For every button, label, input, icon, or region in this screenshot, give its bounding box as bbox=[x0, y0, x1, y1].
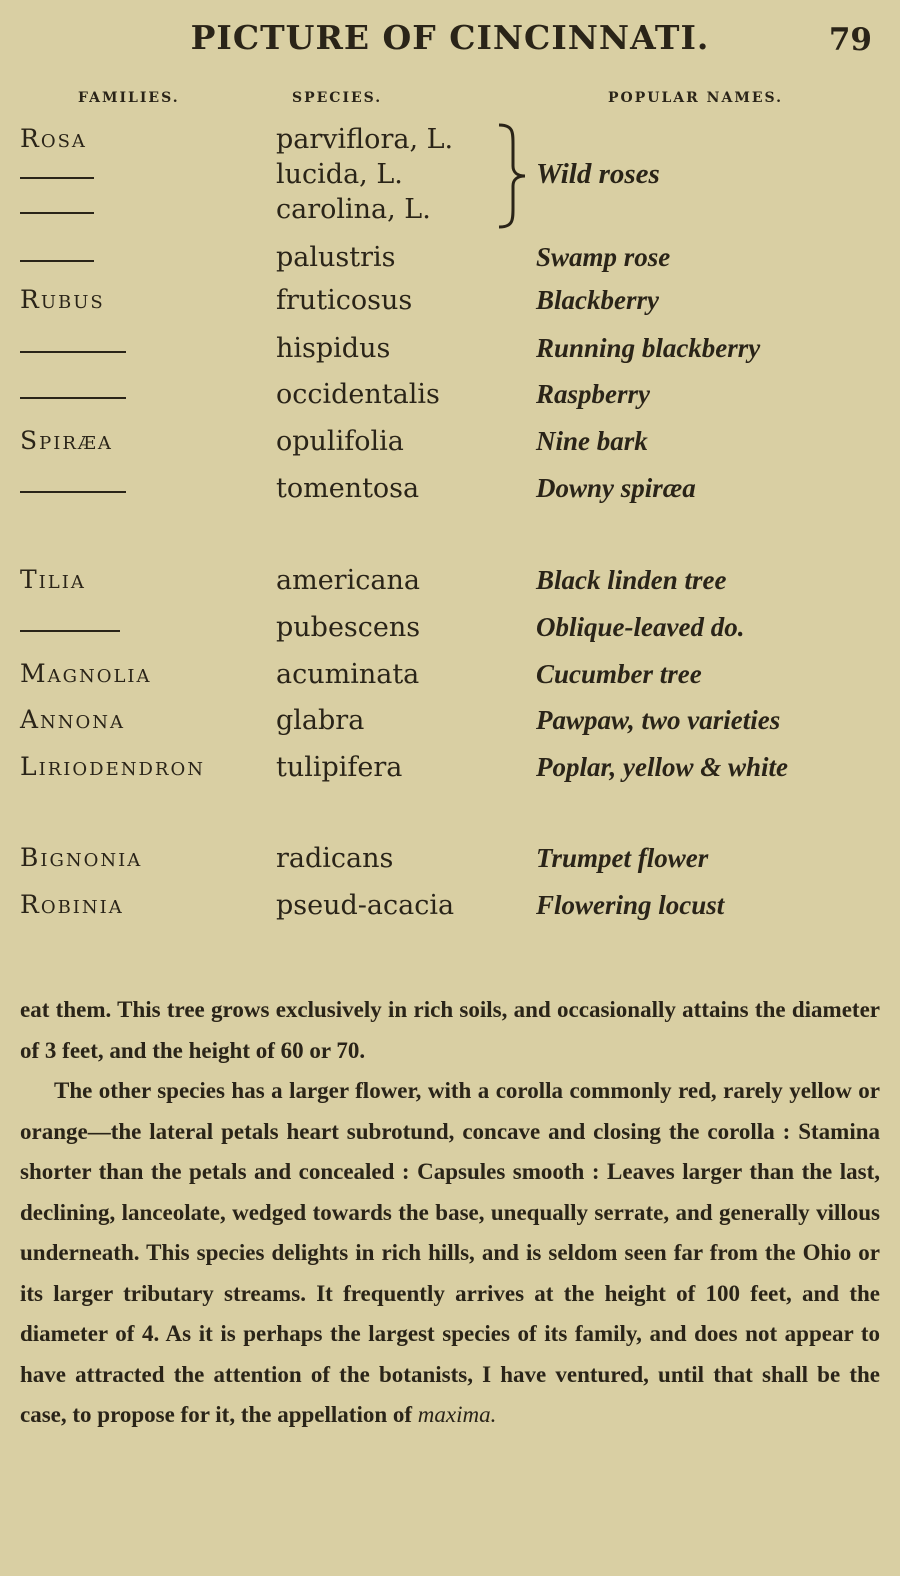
column-header-popular-names: POPULAR NAMES. bbox=[608, 90, 783, 106]
italic-term: maxima. bbox=[417, 1402, 497, 1427]
table-row bbox=[0, 612, 900, 652]
popular-name: Raspberry bbox=[536, 379, 650, 409]
species-name: carolina, L. bbox=[276, 194, 431, 225]
species-name: parviflora, L. bbox=[276, 124, 454, 155]
popular-name: Blackberry bbox=[536, 285, 659, 315]
ditto-dash bbox=[20, 351, 126, 353]
family-name: Tilia bbox=[20, 565, 86, 594]
table-row bbox=[0, 752, 900, 792]
table-row bbox=[0, 890, 900, 930]
family-name: Robinia bbox=[20, 890, 124, 919]
species-name: occidentalis bbox=[276, 379, 440, 410]
species-name: americana bbox=[276, 565, 420, 596]
popular-name: Cucumber tree bbox=[536, 659, 702, 689]
species-name: tomentosa bbox=[276, 473, 420, 504]
popular-name: Running blackberry bbox=[536, 333, 761, 363]
popular-name: Trumpet flower bbox=[536, 843, 709, 873]
brace-group-label: Wild roses bbox=[536, 158, 660, 190]
family-name: Rosa bbox=[20, 124, 87, 153]
ditto-dash bbox=[20, 491, 126, 493]
ditto-dash bbox=[20, 260, 94, 262]
column-header-families: FAMILIES. bbox=[78, 90, 180, 106]
table-row bbox=[0, 659, 900, 699]
table-row bbox=[0, 124, 900, 164]
species-name: lucida, L. bbox=[276, 159, 403, 190]
family-name: Bignonia bbox=[20, 843, 143, 872]
table-row bbox=[0, 379, 900, 419]
species-name: opulifolia bbox=[276, 426, 404, 457]
body-paragraph bbox=[20, 1071, 880, 1436]
popular-name: Pawpaw, two varieties bbox=[536, 705, 781, 735]
table-row bbox=[0, 194, 900, 234]
species-name: acuminata bbox=[276, 659, 420, 690]
ditto-dash bbox=[20, 397, 126, 399]
family-name: Spiræa bbox=[20, 426, 113, 455]
species-name: tulipifera bbox=[276, 752, 403, 783]
table-row bbox=[0, 565, 900, 605]
table-row bbox=[0, 285, 900, 325]
table-row bbox=[0, 426, 900, 466]
table-row bbox=[0, 159, 900, 199]
species-name: pubescens bbox=[276, 612, 421, 643]
curly-brace-icon bbox=[495, 122, 531, 230]
popular-name: Oblique-leaved do. bbox=[536, 612, 745, 642]
paragraph-text: eat them. This tree grows exclusively in rich soils, and occasionally attains the diameter of 3 feet, and the height of 60 or 70. bbox=[20, 997, 880, 1063]
page-number: 79 bbox=[828, 22, 872, 58]
table-row bbox=[0, 705, 900, 745]
family-name: Rubus bbox=[20, 285, 105, 314]
popular-name: Nine bark bbox=[536, 426, 648, 456]
species-name: fruticosus bbox=[276, 285, 413, 316]
popular-name: Flowering locust bbox=[536, 890, 725, 920]
table-row bbox=[0, 242, 900, 282]
species-name: radicans bbox=[276, 843, 394, 874]
species-name: palustris bbox=[276, 242, 396, 273]
body-paragraph bbox=[20, 990, 880, 1071]
family-name: Liriodendron bbox=[20, 752, 205, 781]
family-name: Annona bbox=[20, 705, 126, 734]
popular-name: Black linden tree bbox=[536, 565, 727, 595]
running-title: PICTURE OF CINCINNATI. bbox=[190, 18, 710, 57]
popular-name: Swamp rose bbox=[536, 242, 671, 272]
ditto-dash bbox=[20, 177, 94, 179]
species-name: glabra bbox=[276, 705, 365, 736]
column-header-species: SPECIES. bbox=[292, 90, 383, 106]
family-name: Magnolia bbox=[20, 659, 152, 688]
table-row bbox=[0, 843, 900, 883]
ditto-dash bbox=[20, 630, 120, 632]
table-row bbox=[0, 473, 900, 513]
popular-name: Downy spiræa bbox=[536, 473, 696, 503]
species-name: hispidus bbox=[276, 333, 391, 364]
species-name: pseud-acacia bbox=[276, 890, 455, 921]
paragraph-text: The other species has a larger flower, with a corolla commonly red, rarely yellow or orange—the lateral petals heart subrotund, concave and closing the corolla : Stamina shorter than the petals and concealed : Capsules smooth : Leaves larger than the last, declining, lanceolate, wedged towards the base, unequally serrate, and generally villous underneath. This species delights in rich hills, and is seldom seen far from the Ohio or its larger tributary streams. It frequently arrives at the height of 100 feet, and the diameter of 4. As it is perhaps the largest species of its family, and does not appear to have attracted the attention of the botanists, I have ventured, until that shall be the case, to propose for it, the appellation of bbox=[20, 1078, 880, 1427]
table-row bbox=[0, 333, 900, 373]
popular-name: Poplar, yellow & white bbox=[536, 752, 789, 782]
ditto-dash bbox=[20, 212, 94, 214]
